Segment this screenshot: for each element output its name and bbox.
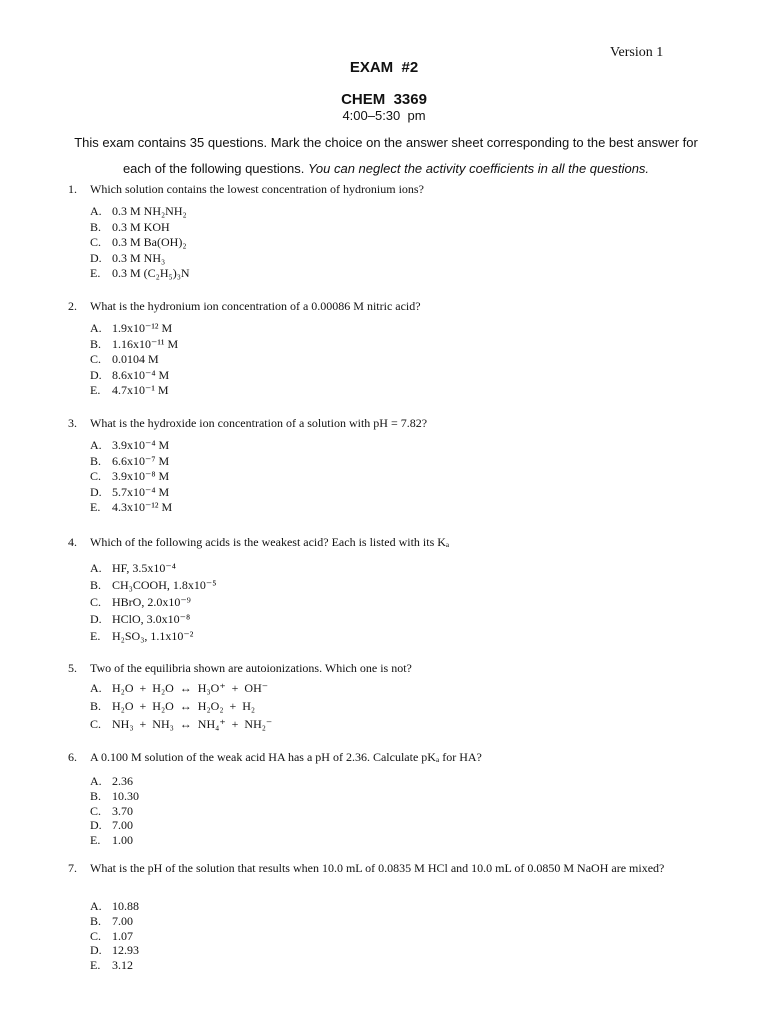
option-list [90, 681, 272, 735]
option-item: A. 10.88 [90, 899, 139, 913]
option-list [90, 321, 178, 399]
option-list [90, 204, 190, 282]
instructions [62, 130, 710, 182]
question-number: 4. [68, 535, 77, 549]
question-number: 5. [68, 661, 77, 675]
option-item: A. 0.3 M NH₂NH₂ [90, 204, 187, 218]
instructions-note: You can neglect the activity coefficients in all the questions. [307, 161, 650, 176]
option-item: B. 1.16x10⁻¹¹ M [90, 336, 179, 351]
version-label: Version 1 [610, 45, 664, 60]
option-item: C. 0.0104 M [90, 352, 159, 367]
option-list [90, 899, 139, 973]
option-item: B. 7.00 [90, 913, 133, 928]
course-title: CHEM 3369 [341, 91, 427, 108]
question-number: 3. [68, 416, 77, 430]
option-item: A. HF, 3.5x10⁻⁴ [90, 561, 176, 575]
option-item: C. 0.3 M Ba(OH)₂ [90, 235, 187, 250]
option-item: A. 1.9x10⁻¹² M [90, 321, 173, 335]
option-item: D. HClO, 3.0x10⁻⁸ [90, 612, 191, 626]
option-item: A. H₂O + H₂O ↔ H₃O⁺ + OH⁻ [90, 681, 269, 695]
question-text: Which of the following acids is the weakest acid? Each is listed with its Kₐ [90, 535, 450, 549]
option-list [90, 438, 172, 516]
option-item: C. NH₃ + NH₃ ↔ NH₄⁺ + NH₂⁻ [90, 717, 273, 731]
option-item: C. 1.07 [90, 928, 133, 943]
option-item: B. CH₃COOH, 1.8x10⁻⁵ [90, 578, 217, 592]
option-item: B. 0.3 M KOH [90, 219, 170, 234]
exam-title: EXAM #2 [349, 59, 419, 76]
option-list [90, 561, 216, 646]
option-item: D. 12.93 [90, 943, 139, 958]
question-text: Which solution contains the lowest concentration of hydronium ions? [90, 182, 424, 196]
question-number: 7. [68, 861, 77, 875]
question-text: A 0.100 M solution of the weak acid HA has a pH of 2.36. Calculate pKₐ for HA? [90, 750, 482, 764]
option-list [90, 774, 139, 848]
question-number: 2. [68, 299, 77, 313]
option-item: A. 2.36 [90, 774, 133, 788]
instructions-main: This exam contains 35 questions. Mark the choice on the answer sheet corresponding to the best answer for each of the following questions. [74, 135, 698, 176]
option-item: E. H₂SO₃, 1.1x10⁻² [90, 629, 194, 643]
option-item: D. 8.6x10⁻⁴ M [90, 367, 170, 382]
question-number: 6. [68, 750, 77, 764]
question-text: What is the hydronium ion concentration of a 0.00086 M nitric acid? [90, 299, 421, 313]
option-item: E. 3.12 [90, 958, 133, 973]
option-item: A. 3.9x10⁻⁴ M [90, 438, 170, 452]
option-item: C. 3.70 [90, 803, 133, 818]
option-item: E. 4.3x10⁻¹² M [90, 500, 173, 515]
option-item: B. 10.30 [90, 788, 139, 803]
option-item: C. 3.9x10⁻⁸ M [90, 469, 170, 484]
option-item: B. H₂O + H₂O ↔ H₂O₂ + H₂ [90, 699, 256, 713]
option-item: D. 5.7x10⁻⁴ M [90, 484, 170, 499]
option-item: B. 6.6x10⁻⁷ M [90, 453, 170, 468]
option-item: E. 0.3 M (C₂H₅)₃N [90, 266, 190, 281]
option-item: D. 7.00 [90, 818, 133, 833]
exam-time: 4:00–5:30 pm [342, 108, 426, 123]
question-text: What is the pH of the solution that results when 10.0 mL of 0.0835 M HCl and 10.0 mL of 0.0850 M NaOH are mixed? [90, 861, 665, 875]
option-item: D. 0.3 M NH₃ [90, 250, 166, 265]
question-text: What is the hydroxide ion concentration of a solution with pH = 7.82? [90, 416, 428, 430]
question-text: Two of the equilibria shown are autoionizations. Which one is not? [90, 661, 412, 675]
option-item: C. HBrO, 2.0x10⁻⁹ [90, 595, 191, 609]
option-item: E. 1.00 [90, 833, 133, 848]
option-item: E. 4.7x10⁻¹ M [90, 383, 169, 398]
question-number: 1. [68, 182, 77, 196]
